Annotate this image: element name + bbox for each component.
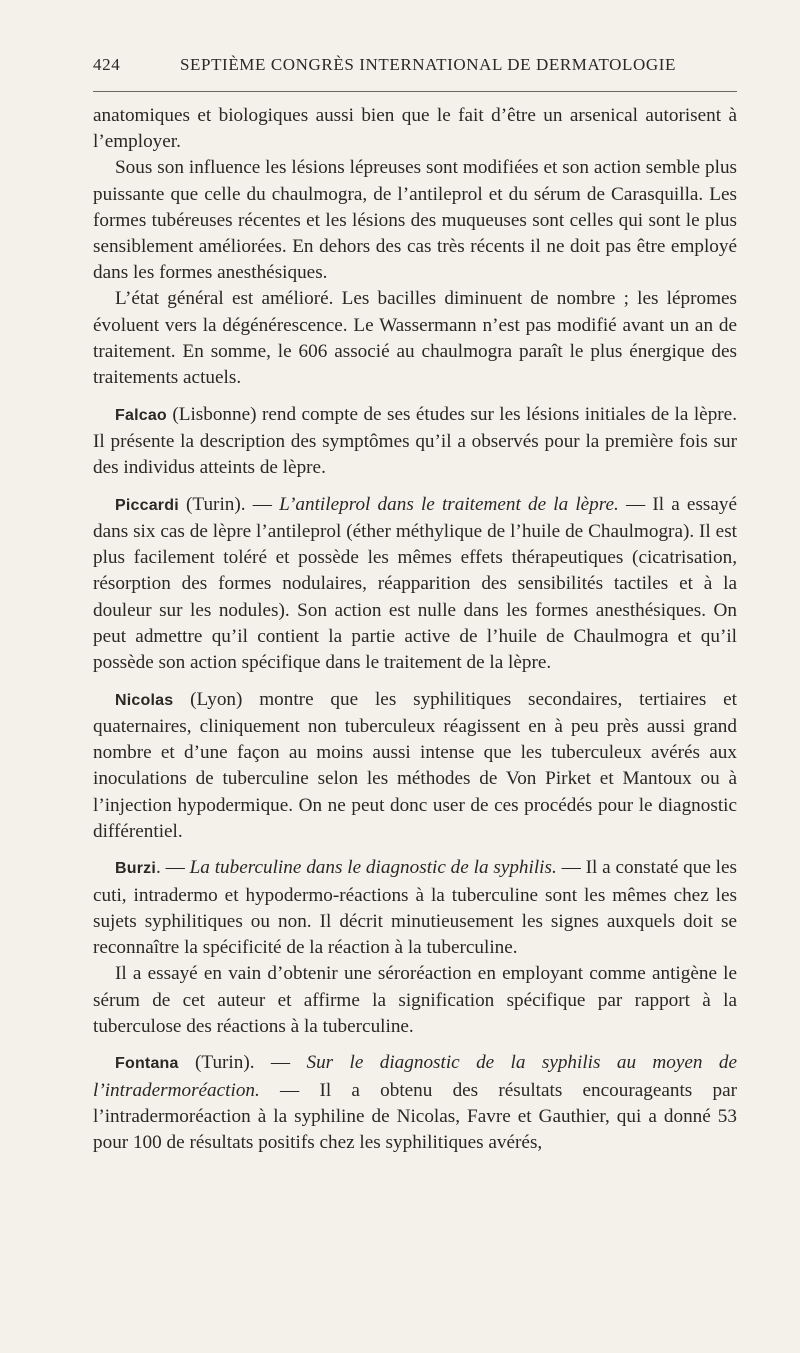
work-title: L’antileprol dans le traitement de la lèpre.	[279, 493, 619, 515]
work-title: Sur le diagnostic de la syphilis au moyen de l’intradermoréaction.	[93, 1052, 737, 1101]
abstract-piccardi: Piccardi (Turin). — L’antileprol dans le traitement de la lèpre. — Il a essayé dans six cas de lèpre l’antileprol (éther méthylique de l’huile de Chaulmogra). Il est plus facilement toléré et possède les mêmes effets thérapeutiques (cicatrisation, résorption des formes nodulaires, réapparition des sensibilités tactiles et à la douleur sur les nodules). Son action est nulle dans les formes anesthésiques. On peut admettre qu’il contient la partie active de l’huile de Chaulmogra et qu’il possède son action spécifique dans le traitement de la lèpre.	[93, 493, 737, 674]
author-name: Falcao	[115, 406, 167, 424]
running-title: SEPTIÈME CONGRÈS INTERNATIONAL DE DERMATOLOGIE	[179, 55, 677, 74]
author-name: Burzi	[115, 860, 156, 878]
paragraph: anatomiques et biologiques aussi bien que le fait d’être un arsenical autorisent à l’employer.	[93, 105, 737, 153]
body-text	[93, 103, 737, 1156]
paragraph: L’état général est amélioré. Les bacilles diminuent de nombre ; les lépromes évoluent vers la dégénérescence. Le Wassermann n’est pas modifié avant un an de traitement. En somme, le 606 associé au chaulmogra paraît le plus énergique des traitements actuels.	[93, 288, 737, 389]
author-name: Nicolas	[115, 691, 174, 709]
paragraph: Sous son influence les lésions lépreuses sont modifiées et son action semble plus puissante que celle du chaulmogra, de l’antileprol et du sérum de Carasquilla. Les formes tubéreuses récentes et les lésions des muqueuses sont celles qui sont le plus sensiblement améliorées. En dehors des cas très récents il ne doit pas être employé dans les formes anesthésiques.	[93, 157, 737, 284]
abstract-falcao: Falcao (Lisbonne) rend compte de ses études sur les lésions initiales de la lèpre. Il présente la description des symptômes qu’il a observés pour la première fois sur des individus atteints de lèpre.	[93, 403, 737, 479]
abstract-nicolas: Nicolas (Lyon) montre que les syphilitiques secondaires, tertiaires et quaternaires, cliniquement non tuberculeux réagissent en à peu près aussi grand nombre et d’une façon au moins aussi intense que les tuberculeux avérés aux inoculations de tuberculine selon les méthodes de Von Pirket et Mantoux ou à l’injection hypodermique. On ne peut donc user de ces procédés pour le diagnostic différentiel.	[93, 688, 737, 842]
work-title: La tuberculine dans le diagnostic de la syphilis.	[189, 857, 557, 879]
author-name: Piccardi	[115, 496, 179, 514]
running-header	[93, 55, 737, 75]
author-name: Fontana	[115, 1055, 179, 1073]
abstract-burzi: Burzi. — La tuberculine dans le diagnostic de la syphilis. — Il a constaté que les cuti, intradermo et hypodermo-réactions à la tuberculine sont les mêmes chez les sujets syphilitiques ou non. Il décrit minutieusement les signes auxquels doit se reconnaître la spécificité de la réaction à la tuberculine.	[93, 857, 737, 959]
paragraph: Il a essayé en vain d’obtenir une séroréaction en employant comme antigène le sérum de cet auteur et affirme la signification spécifique par rapport à la tuberculose des réactions à la tuberculine.	[93, 963, 737, 1037]
page-number: 424	[93, 55, 121, 74]
header-rule	[93, 91, 737, 92]
abstract-fontana: Fontana (Turin). — Sur le diagnostic de la syphilis au moyen de l’intradermoréaction. — Il a obtenu des résultats encourageants par l’intradermoréaction à la syphiline de Nicolas, Favre et Gauthier, qui a donné 53 pour 100 de résultats positifs chez les syphilitiques avérés,	[93, 1052, 737, 1154]
